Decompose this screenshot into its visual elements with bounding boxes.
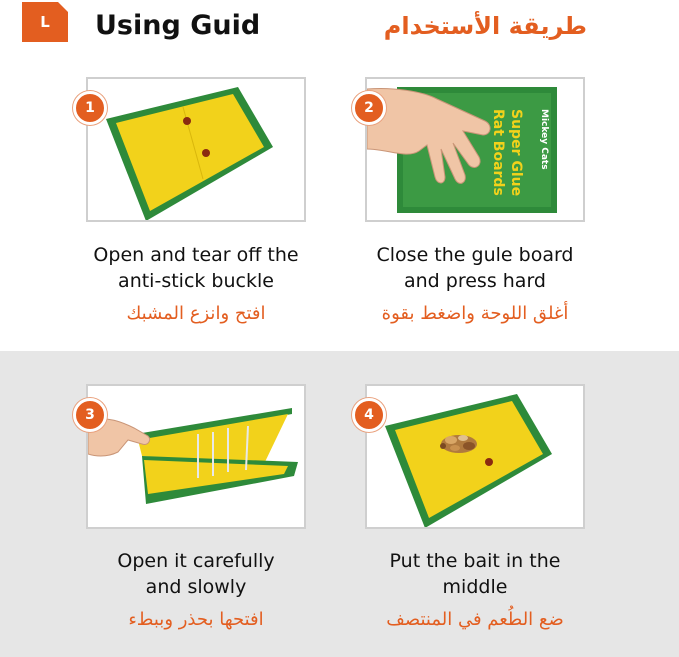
product-brand: Mickey Cats: [539, 109, 549, 170]
step-3-image: [86, 384, 306, 529]
step-2-caption-line1: Close the gule board: [376, 244, 574, 266]
step-4-caption-ar: ضع الطُعم في المنتصف: [386, 609, 564, 630]
step-2-number-badge: 2: [352, 91, 386, 125]
open-board-icon: [88, 79, 304, 220]
step-4-number-badge: 4: [352, 398, 386, 432]
step-1-image: [86, 77, 306, 222]
product-name-line1: Super Glue: [508, 109, 524, 197]
product-name-line2: Rat Boards: [490, 109, 506, 196]
step-3-caption-ar: افتحها بحذر وببطء: [128, 609, 264, 630]
step-1-caption-line2: anti-stick buckle: [118, 270, 274, 292]
step-3-number-badge: 3: [73, 398, 107, 432]
step-4-image: [365, 384, 585, 529]
page-title-ar: طريقة الأستخدام: [383, 12, 587, 40]
peel-board-icon: [88, 386, 304, 527]
step-1-caption-line1: Open and tear off the: [93, 244, 299, 266]
step-4-caption-line1: Put the bait in the: [389, 550, 561, 572]
step-2-image: [365, 77, 585, 222]
step-1-number-badge: 1: [73, 91, 107, 125]
brand-badge-letter: L: [40, 13, 50, 31]
step-3-caption-line2: and slowly: [145, 576, 247, 598]
step-2-caption-ar: أغلق اللوحة واضغط بقوة: [381, 303, 569, 324]
step-3-caption-line1: Open it carefully: [117, 550, 275, 572]
step-2-caption-line2: and press hard: [404, 270, 546, 292]
press-board-icon: [367, 79, 583, 220]
step-1-caption-ar: افتح وانزع المشبك: [126, 303, 266, 324]
page-title-en: Using Guid: [95, 10, 261, 41]
step-4-caption-line2: middle: [442, 576, 508, 598]
bait-board-icon: [367, 386, 583, 527]
